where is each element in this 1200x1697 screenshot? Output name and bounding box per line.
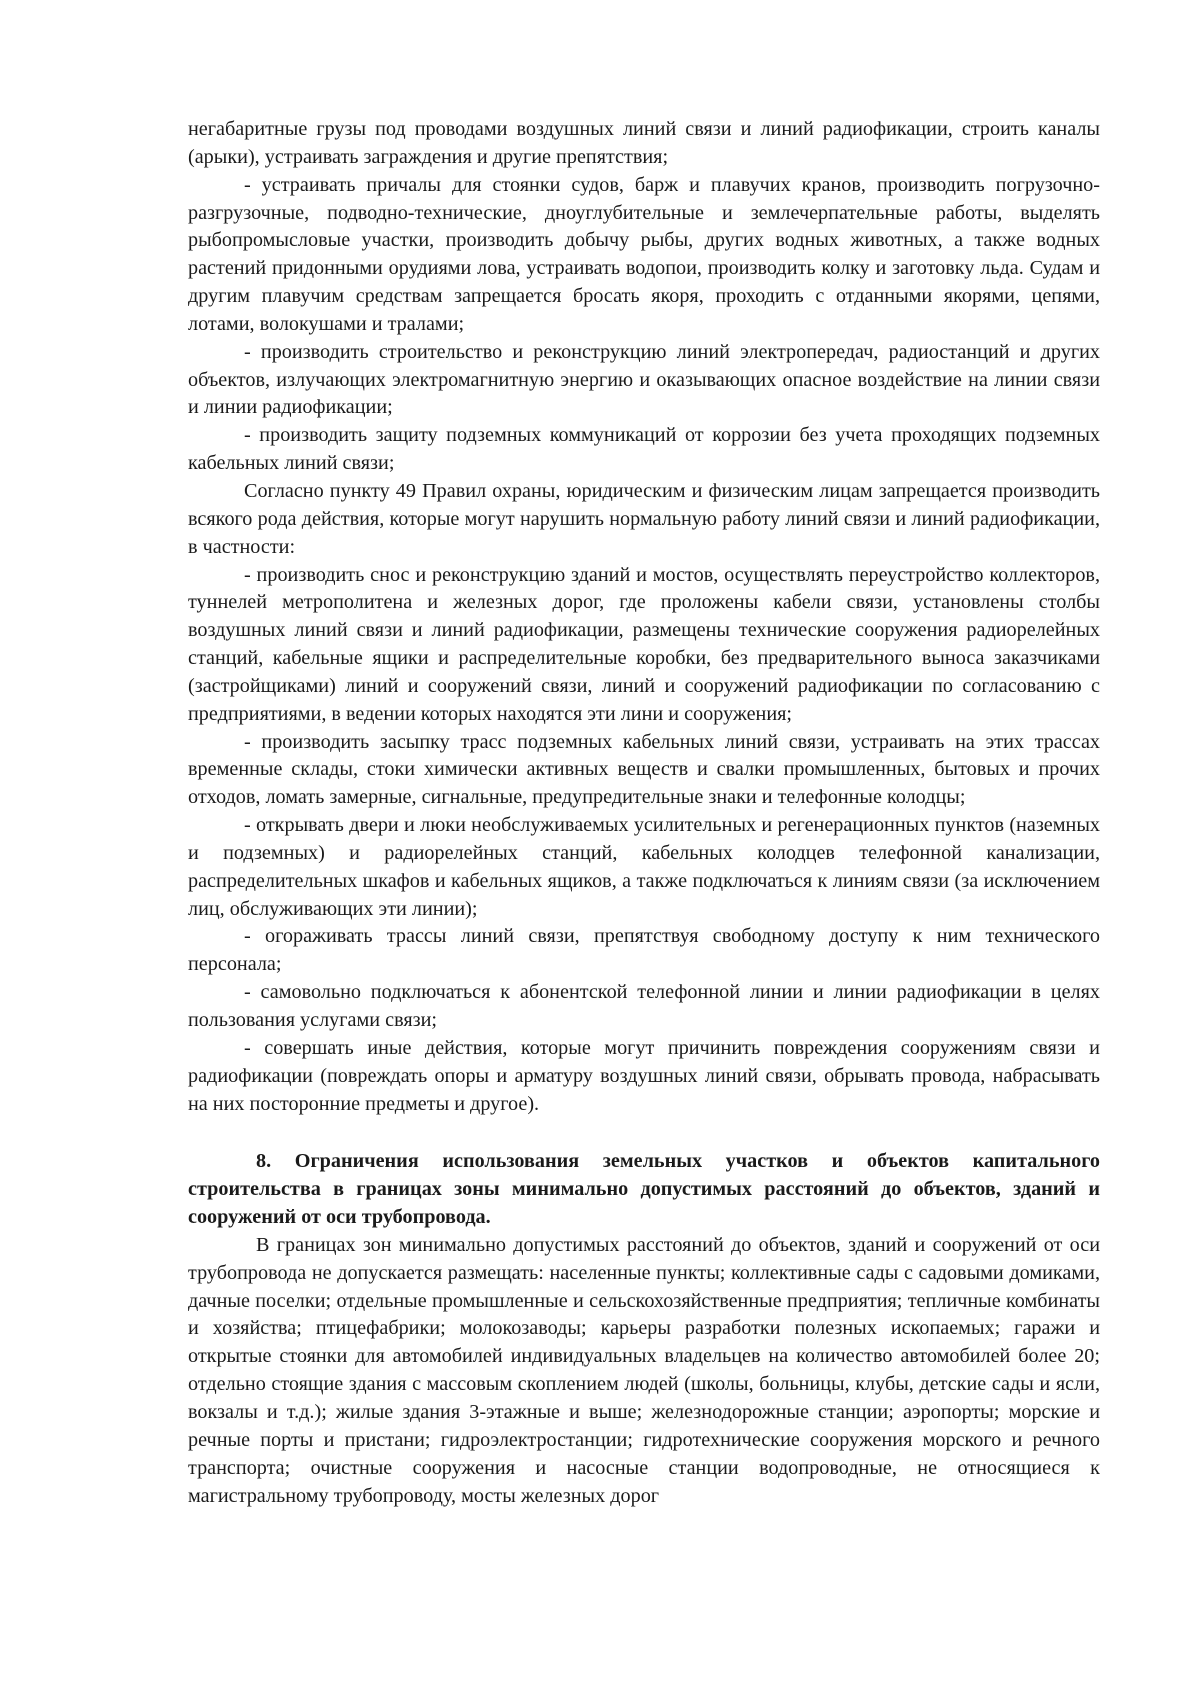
section-paragraph: В границах зон минимально допустимых расстояний до объектов, зданий и сооружений от оси трубопровода не допускается размещать: населенные пункты; коллективные сады с садовыми домиками, дачные поселки; отдельные промышленные и сельскохозяйственные предприятия; тепличные комбинаты и хозяйства; птицефабрики; молокозаводы; карьеры разработки полезных ископаемых; гаражи и открытые стоянки для автомобилей индивидуальных владельцев на количество автомобилей более 20; отдельно стоящие здания с массовым скоплением людей (школы, больницы, клубы, детские сады и ясли, вокзалы и т.д.); жилые здания 3-этажные и выше; железнодорожные станции; аэропорты; морские и речные порты и пристани; гидроэлектростанции; гидротехнические сооружения морского и речного транспорта; очистные сооружения и насосные станции водопроводные, не относящиеся к магистральному трубопроводу, мосты железных дорог xyxy=(188,1233,1100,1507)
paragraph-item-fencing: - огораживать трассы линий связи, препятствуя свободному доступу к ним технического персонала; xyxy=(188,925,1100,976)
paragraph-item-connection: - самовольно подключаться к абонентской телефонной линии и линии радиофикации в целях пользования услугами связи; xyxy=(188,981,1100,1031)
paragraph-item-moorings: - устраивать причалы для стоянки судов, барж и плавучих кранов, производить погрузочно-разгрузочные, подводно-технические, дноуглубительные и землечерпательные работы, выделять рыбопромысловые участки, производить добычу рыбы, других водных животных, а также водных растений придонными орудиями лова, устраивать водопои, производить колку и заготовку льда. Судам и другим плавучим средствам запрещается бросать якоря, проходить с отданными якорями, цепями, лотами, волокушами и тралами; xyxy=(188,173,1100,335)
paragraph-item-corrosion: - производить защиту подземных коммуникаций от коррозии без учета проходящих подземных кабельных линий связи; xyxy=(188,424,1100,475)
section-heading: 8. Ограничения использования земельных участков и объектов капитального строительства в границах зоны минимально допустимых расстояний до объектов, зданий и сооружений от оси трубопровода. xyxy=(188,1150,1100,1229)
paragraph-item-demolition: - производить снос и реконструкцию зданий и мостов, осуществлять переустройство коллекторов, туннелей метрополитена и железных дорог, где проложены кабели связи, установлены столбы воздушных линий связи и линий радиофикации, размещены технические сооружения радиорелейных станций, кабельные ящики и распределительные коробки, без предварительного выноса заказчиками (застройщиками) линий и сооружений связи, линий и сооружений радиофикации по согласованию с предприятиями, в ведении которых находятся эти лини и сооружения; xyxy=(188,563,1100,725)
paragraph-item-other-actions: - совершать иные действия, которые могут причинить повреждения сооружениям связи и радиофикации (повреждать опоры и арматуру воздушных линий связи, обрывать провода, набрасывать на них посторонние предметы и другое). xyxy=(188,1036,1100,1115)
paragraph-continuation: негабаритные грузы под проводами воздушных линий связи и линий радиофикации, строить каналы (арыки), устраивать заграждения и другие препятствия; xyxy=(188,118,1100,168)
paragraph-item-power-lines: - производить строительство и реконструкцию линий электропередач, радиостанций и других объектов, излучающих электромагнитную энергию и оказывающих опасное воздействие на линии связи и линии радиофикации; xyxy=(188,340,1100,419)
paragraph-rule-49: Согласно пункту 49 Правил охраны, юридическим и физическим лицам запрещается производить всякого рода действия, которые могут нарушить нормальную работу линий связи и линий радиофикации, в частности: xyxy=(188,479,1100,558)
document-body xyxy=(188,116,1100,1510)
paragraph-item-backfill: - производить засыпку трасс подземных кабельных линий связи, устраивать на этих трассах временные склады, стоки химически активных веществ и свалки промышленных, бытовых и прочих отходов, ломать замерные, сигнальные, предупредительные знаки и телефонные колодцы; xyxy=(188,730,1100,809)
paragraph-item-doors: - открывать двери и люки необслуживаемых усилительных и регенерационных пунктов (наземных и подземных) и радиорелейных станций, кабельных колодцев телефонной канализации, распределительных шкафов и кабельных ящиков, а также подключаться к линиям связи (за исключением лиц, обслуживающих эти линии); xyxy=(188,814,1100,920)
